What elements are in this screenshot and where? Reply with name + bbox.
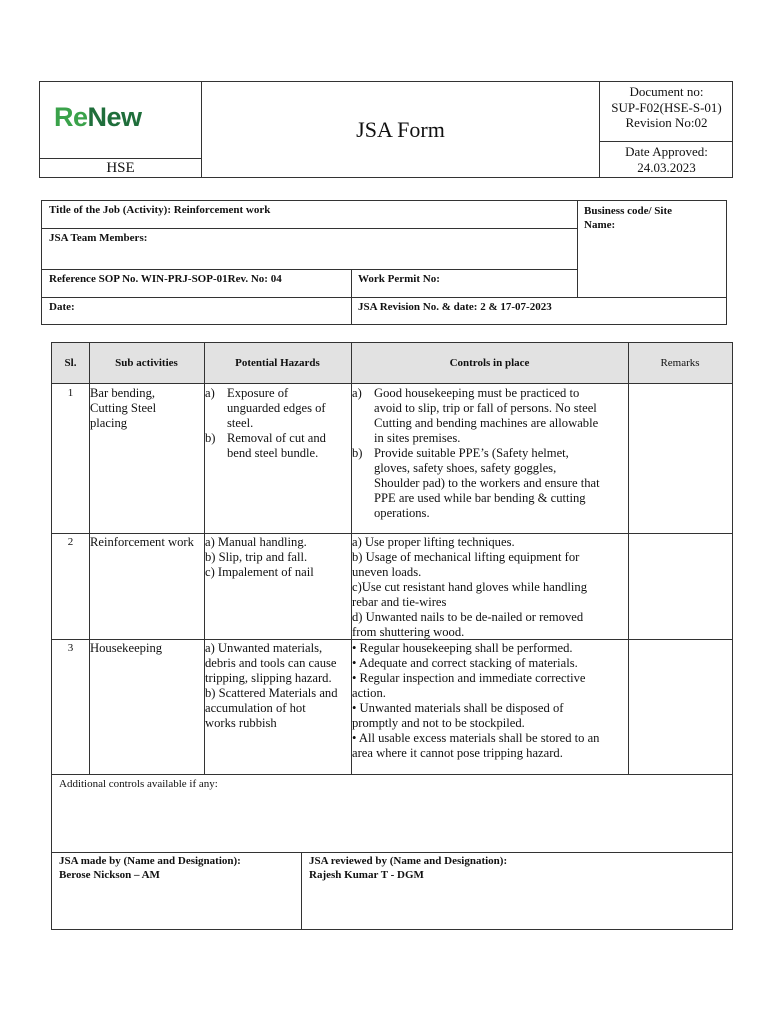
header-remarks: Remarks [660,357,700,369]
job-info-block [41,200,727,325]
renew-logo: ReNew [54,102,142,132]
date-approved [600,142,733,178]
reference-sop: Reference SOP No. WIN-PRJ-SOP-01Rev. No: 04 [49,273,282,285]
header-sl: Sl. [64,357,77,369]
business-code-label: Business code/ Site Name: [584,205,673,231]
form-title-cell [202,82,600,178]
department-label: HSE [40,158,202,178]
document-no-label: Document no: [629,84,704,99]
header-controls: Controls in place [449,357,530,369]
revision-no: Revision No:02 [625,115,708,130]
date-approved-label: Date Approved: [625,144,708,159]
date-label: Date: [49,301,75,313]
jsa-reviewed-by: JSA reviewed by (Name and Designation): Rajesh Kumar T - DGM [309,855,508,881]
document-no: SUP-F02(HSE-S-01) [611,99,722,115]
sub-activity: Housekeeping [90,641,163,655]
row-number: 3 [67,642,74,654]
team-members-label: JSA Team Members: [49,232,148,244]
controls-in-place: a) Good housekeeping must be practiced to avoid to slip, trip or fall of persons. No steel Cutting and bending machines are allowable in sites premises. b) Provide suitable PPE’s (Safety helmet, gloves, safety shoes, safety goggles, Shoulder pad) to the workers and ensure that PPE are used while bar bending & cutting operations. [352,386,600,520]
jsa-made-by: JSA made by (Name and Designation): Berose Nickson – AM [59,855,241,881]
table-header-row [52,343,732,384]
jsa-table [51,342,733,930]
controls-in-place: a) Use proper lifting techniques. b) Usage of mechanical lifting equipment for uneven loads. c)Use cut resistant hand gloves while handling rebar and tie-wires d) Unwanted nails to be de-nailed or removed from shuttering wood. [352,535,588,639]
potential-hazards: a) Unwanted materials, debris and tools can cause tripping, slipping hazard. b) Scattered Materials and accumulation of hot works rubbish [205,641,338,730]
footer-area [52,774,732,930]
jsa-revision: JSA Revision No. & date: 2 & 17-07-2023 [358,301,552,313]
job-title: Title of the Job (Activity): Reinforcement work [49,204,271,216]
date-approved-value: 24.03.2023 [637,159,696,175]
document-header [39,81,733,178]
work-permit-label: Work Permit No: [358,273,440,285]
document-info [600,82,733,142]
controls-in-place: • Regular housekeeping shall be performed. • Adequate and correct stacking of materials. • Regular inspection and immediate corrective action. • Unwanted materials shall be disposed of promptly and not to be stockpiled. • All usable excess materials shall be stored to an area where it cannot pose tripping hazard. [352,641,600,760]
row-number: 2 [67,536,74,548]
sub-activity: Bar bending, Cutting Steel placing [90,386,157,430]
additional-controls-label: Additional controls available if any: [59,778,218,790]
sub-activity: Reinforcement work [90,535,194,549]
form-title: JSA Form [356,117,445,142]
header-potential-hazards: Potential Hazards [235,357,320,369]
logo-cell [40,82,202,158]
header-sub-activities: Sub activities [115,357,178,369]
potential-hazards: a) Exposure of unguarded edges of steel. b) Removal of cut and bend steel bundle. [205,386,326,460]
potential-hazards: a) Manual handling. b) Slip, trip and fall. c) Impalement of nail [205,535,314,579]
row-number: 1 [67,387,74,399]
